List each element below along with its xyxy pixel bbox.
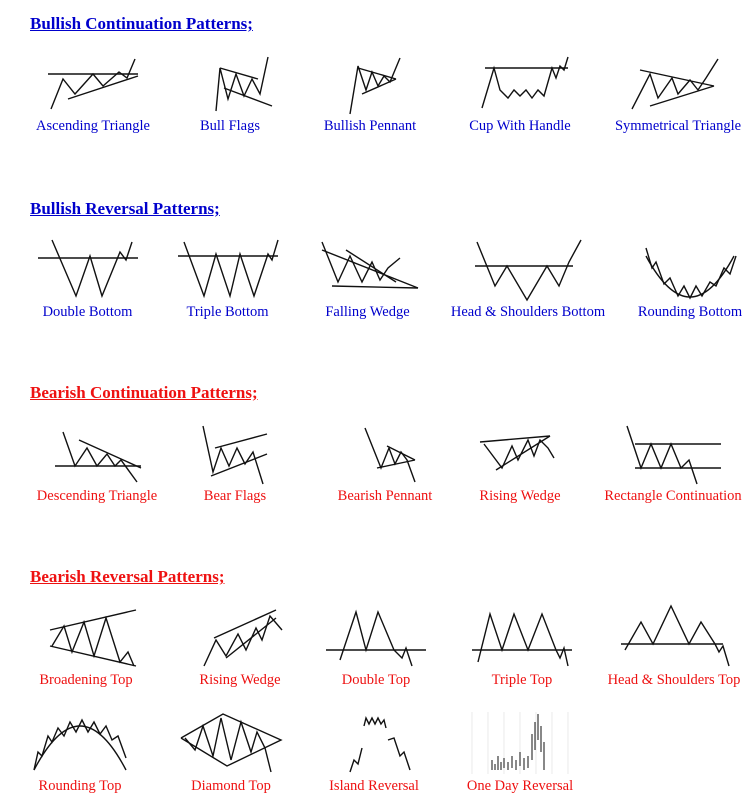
pattern-label: Island Reversal [329,778,419,794]
pattern-label: Rectangle Continuation [604,488,742,504]
pattern-one-day-reversal [456,712,584,795]
pattern-label: Rounding Top [38,778,122,794]
pattern-label: Bull Flags [199,118,261,134]
one-day-reversal-diagram [462,712,578,774]
triple-bottom-diagram [176,238,280,300]
pattern-rounding-bottom [630,238,750,321]
rising-wedge-reversal-diagram [190,606,290,668]
bullish-pennant-diagram [320,54,420,114]
pattern-label: Broadening Top [39,672,133,688]
pattern-bearish-pennant [320,424,450,505]
broadening-top-diagram [36,606,136,668]
pattern-label: Symmetrical Triangle [614,118,742,134]
pattern-rectangle-continuation [596,424,750,505]
pattern-label: Triple Top [491,672,553,688]
pattern-bull-flags [165,54,295,135]
descending-triangle-diagram [47,424,147,484]
pattern-ascending-triangle [28,54,158,135]
pattern-label: Falling Wedge [325,304,410,320]
head-shoulders-top-diagram [619,606,729,668]
pattern-label: One Day Reversal [466,778,574,794]
bearish-pennant-diagram [335,424,435,484]
double-bottom-diagram [36,238,140,300]
bullish-continuation-heading: Bullish Continuation Patterns; [30,14,253,33]
pattern-label: Head & Shoulders Bottom [450,304,606,320]
rounding-bottom-diagram [638,238,742,300]
pattern-label: Double Top [341,672,411,688]
pattern-double-top [322,606,430,689]
pattern-label: Rising Wedge [199,672,281,688]
symmetrical-triangle-diagram [628,54,728,114]
bearish-continuation-heading: Bearish Continuation Patterns; [30,383,258,402]
pattern-label: Cup With Handle [469,118,571,134]
pattern-head-shoulders-bottom [443,238,613,321]
pattern-rising-wedge-reversal [188,606,292,689]
pattern-triple-top [468,606,576,689]
cup-with-handle-diagram [470,54,570,114]
rising-wedge-diagram [470,424,570,484]
pattern-triple-bottom [165,238,290,321]
pattern-label: Head & Shoulders Top [607,672,741,688]
pattern-diamond-top [178,712,284,795]
pattern-cup-with-handle [455,54,585,135]
pattern-label: Descending Triangle [36,488,158,504]
ascending-triangle-diagram [43,54,143,114]
pattern-label: Bullish Pennant [323,118,417,134]
pattern-label: Diamond Top [191,778,271,794]
pattern-label: Triple Bottom [186,304,269,320]
pattern-label: Bearish Pennant [337,488,433,504]
pattern-bear-flags [180,424,290,505]
pattern-island-reversal [320,712,428,795]
bullish-reversal-heading: Bullish Reversal Patterns; [30,199,220,218]
pattern-symmetrical-triangle [608,54,748,135]
rounding-top-diagram [30,712,130,774]
head-shoulders-bottom-diagram [473,238,583,300]
pattern-head-shoulders-top [598,606,750,689]
pattern-bullish-pennant [305,54,435,135]
pattern-broadening-top [28,606,144,689]
pattern-label: Rising Wedge [479,488,561,504]
pattern-double-bottom [25,238,150,321]
pattern-label: Rounding Bottom [637,304,743,320]
diamond-top-diagram [179,712,283,774]
bearish-reversal-heading: Bearish Reversal Patterns; [30,567,225,586]
rectangle-continuation-diagram [623,424,723,484]
bear-flags-diagram [185,424,285,484]
pattern-descending-triangle [28,424,166,505]
pattern-falling-wedge [305,238,430,321]
pattern-rising-wedge-continuation [460,424,580,505]
double-top-diagram [324,606,428,668]
pattern-label: Bear Flags [203,488,267,504]
pattern-label: Ascending Triangle [36,118,150,134]
falling-wedge-diagram [316,238,420,300]
island-reversal-diagram [324,712,424,774]
bull-flags-diagram [180,54,280,114]
pattern-rounding-top [28,712,132,795]
triple-top-diagram [470,606,574,668]
pattern-label: Double Bottom [42,304,133,320]
